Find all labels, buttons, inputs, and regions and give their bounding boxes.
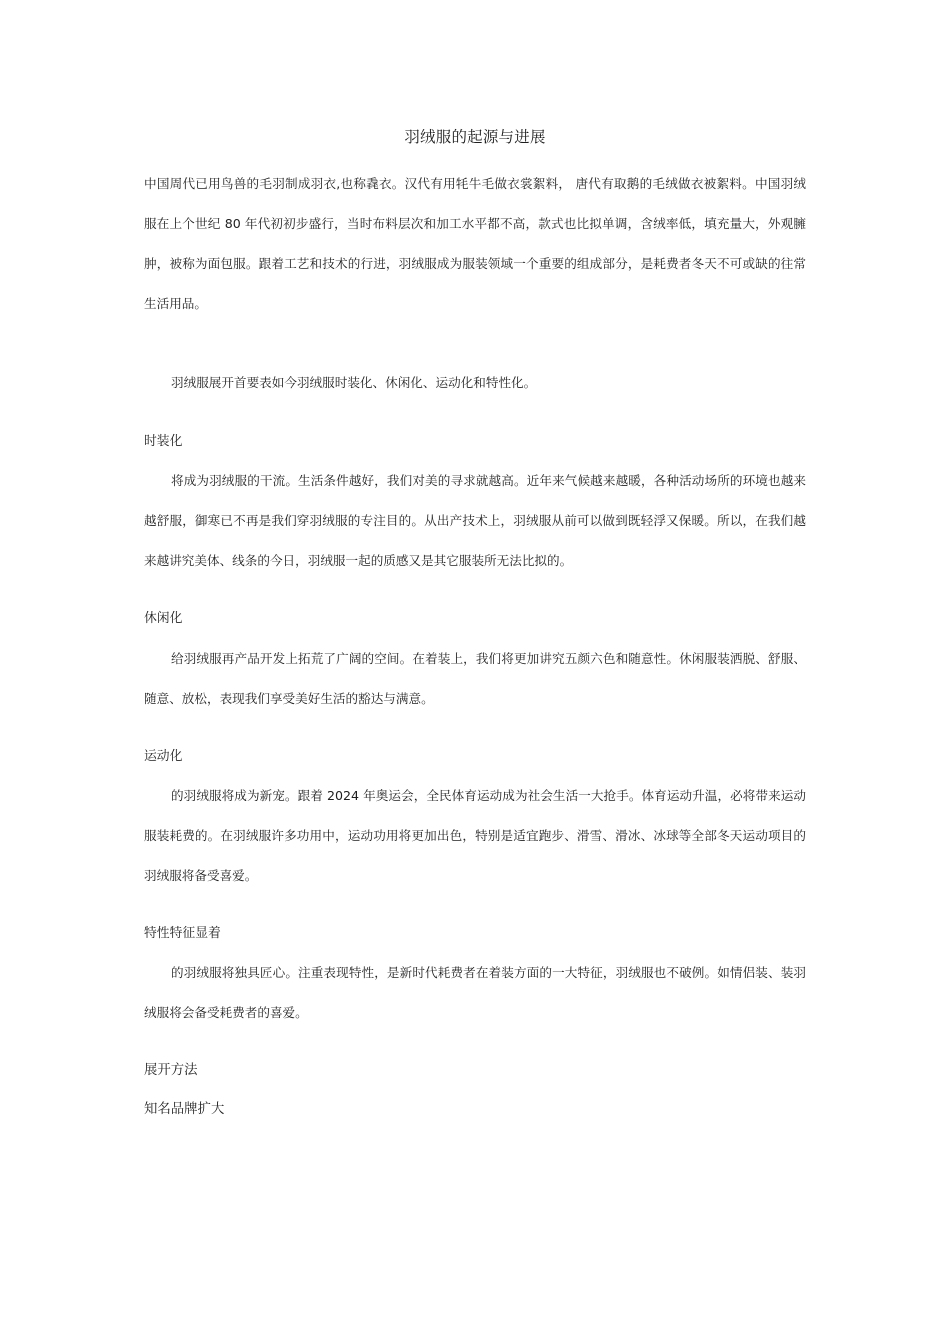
section-heading-fashion: 时装化 [144, 434, 183, 449]
section-body-casual: 给羽绒服再产品开发上拓荒了广阔的空间。在着装上，我们将更加讲究五颜六色和随意性。休闲服装洒脱、舒服、随意、放松，表现我们享受美好生活的豁达与满意。 [144, 651, 806, 706]
section-heading-personality: 特性特征显着 [144, 926, 221, 941]
summary-paragraph: 羽绒服展开首要表如今羽绒服时装化、休闲化、运动化和特性化。 [171, 375, 537, 390]
intro-paragraph: 中国周代已用鸟兽的毛羽制成羽衣,也称毳衣。汉代有用牦牛毛做衣裳絮料， 唐代有取鹅的毛绒做衣被絮料。中国羽绒服在上个世纪 80 年代初初步盛行，当时布料层次和加工水平都不高，款式也比拟单调，含绒率低，填充量大，外观臃肿，被称为面包服。跟着工艺和技术的行进，羽绒服成为服装领域一个重要的组成部分，是耗费者冬天不可或缺的往常生活用品。 [144, 176, 806, 311]
method-heading: 展开方法 [144, 1063, 198, 1078]
section-heading-casual: 休闲化 [144, 611, 183, 626]
section-body-sport: 的羽绒服将成为新宠。跟着 2024 年奥运会，全民体育运动成为社会生活一大抢手。体育运动升温，必将带来运动服装耗费的。在羽绒服许多功用中，运动功用将更加出色，特别是适宜跑步、滑雪、滑冰、冰球等全部冬天运动项目的羽绒服将备受喜爱。 [144, 788, 806, 883]
document-title: 羽绒服的起源与进展 [404, 128, 546, 146]
section-body-personality: 的羽绒服将独具匠心。注重表现特性，是新时代耗费者在着装方面的一大特征，羽绒服也不破例。如情侣装、装羽绒服将会备受耗费者的喜爱。 [144, 965, 806, 1020]
section-body-fashion: 将成为羽绒服的干流。生活条件越好，我们对美的寻求就越高。近年来气候越来越暖，各种活动场所的环境也越来越舒服，御寒已不再是我们穿羽绒服的专注目的。从出产技术上，羽绒服从前可以做到既轻浮又保暖。所以，在我们越来越讲究美体、线条的今日，羽绒服一起的质感又是其它服装所无法比拟的。 [144, 473, 806, 568]
method-subheading: 知名品牌扩大 [144, 1102, 225, 1117]
section-heading-sport: 运动化 [144, 749, 183, 764]
